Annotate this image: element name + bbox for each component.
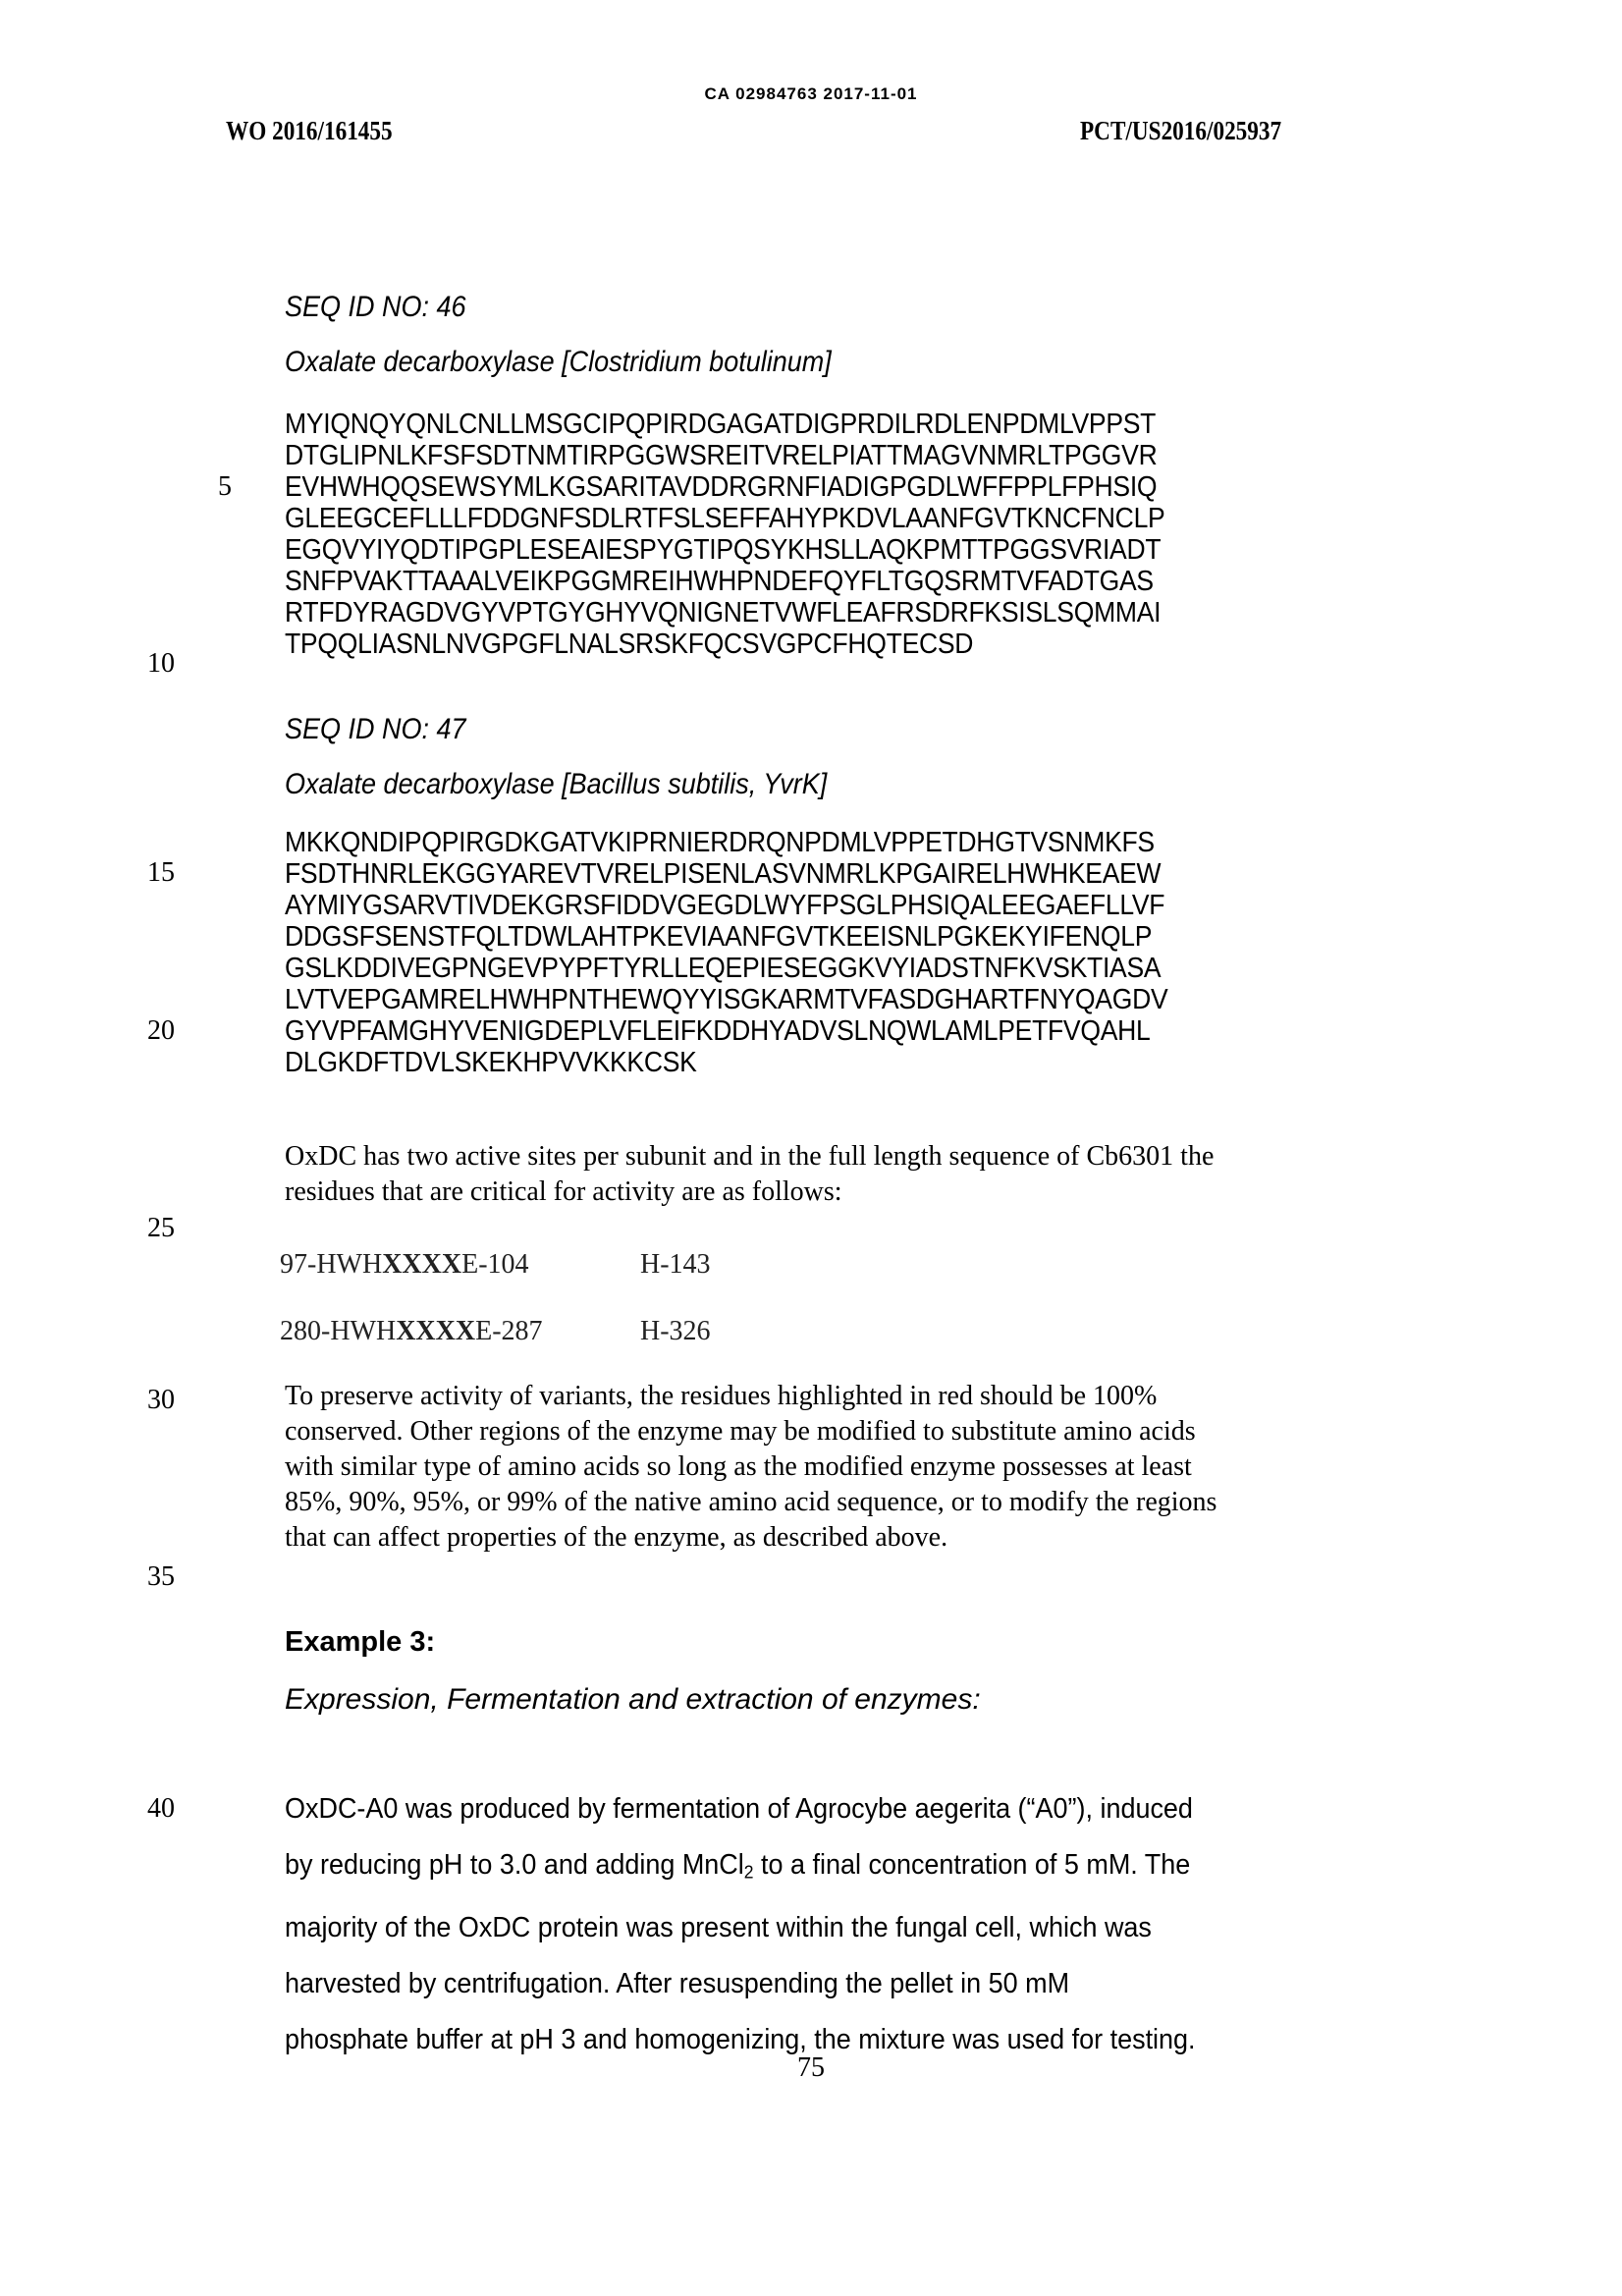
sequence-line: DDGSFSENSTFQLTDWLAHTPKEVIAANFGVTKEEISNLPGKEKYIFENQLP xyxy=(285,921,1153,953)
line-number: 15 xyxy=(147,857,175,888)
active-site-histidine: H-326 xyxy=(640,1316,711,1346)
paragraph-line: majority of the OxDC protein was present within the fungal cell, which was xyxy=(285,1911,1152,1943)
active-site-motif xyxy=(280,1249,529,1281)
sequence-line: MYIQNQYQNLCNLLMSGCIPQPIRDGAGATDIGPRDILRDLENPDMLVPPST xyxy=(285,409,1157,440)
application-number: PCT/US2016/025937 xyxy=(1080,116,1282,145)
sequence-line: AYMIYGSARVTIVDEKGRSFIDDVGEGDLWYFPSGLPHSIQALEEGAEFLLVF xyxy=(285,890,1165,921)
paragraph-line: that can affect properties of the enzyme, as described above. xyxy=(285,1522,948,1553)
seq-name: Oxalate decarboxylase [Bacillus subtilis, YvrK] xyxy=(285,768,828,800)
active-sites-intro xyxy=(285,1139,1214,1210)
sequence-line: MKKQNDIPQPIRGDKGATVKIPRNIERDRQNPDMLVPPETDHGTVSNMKFS xyxy=(285,827,1155,858)
conservation-paragraph xyxy=(285,1379,1216,1556)
sequence-line: GYVPFAMGHYVENIGDEPLVFLEIFKDDHYADVSLNQWLAMLPETFVQAHL xyxy=(285,1015,1151,1047)
sequence-line: GLEEGCEFLLLFDDGNFSDLRTFSLSEFFAHYPKDVLAANFGVTKNCFNCLP xyxy=(285,503,1165,534)
line-number: 10 xyxy=(147,648,175,679)
sequence-line: EGQVYIYQDTIPGPLESEAIESPYGTIPQSYKHSLLAQKPMTTPGGSVRIADT xyxy=(285,534,1162,566)
line-number: 5 xyxy=(218,471,232,502)
seq-id-heading: SEQ ID NO: 47 xyxy=(285,713,466,745)
line-number: 20 xyxy=(147,1015,175,1046)
sequence-line: SNFPVAKTTAAALVEIKPGGMREIHWHPNDEFQYFLTGQSRMTVFADTGAS xyxy=(285,566,1154,597)
seq-name: Oxalate decarboxylase [Clostridium botulinum] xyxy=(285,346,832,378)
paragraph-line: OxDC has two active sites per subunit and in the full length sequence of Cb6301 the xyxy=(285,1141,1215,1172)
line-number: 30 xyxy=(147,1385,175,1415)
page-number: 75 xyxy=(797,2052,825,2083)
sequence-line: DTGLIPNLKFSFSDTNMTIRPGGWSREITVRELPIATTMAGVNMRLTPGGVR xyxy=(285,440,1158,471)
active-site-motif xyxy=(280,1316,543,1347)
paragraph-line: To preserve activity of variants, the residues highlighted in red should be 100% xyxy=(285,1381,1158,1411)
paragraph-line: harvested by centrifugation. After resuspending the pellet in 50 mM xyxy=(285,1967,1070,1999)
paragraph-line xyxy=(285,1837,1196,1900)
paragraph-line: phosphate buffer at pH 3 and homogenizing, the mixture was used for testing. xyxy=(285,2023,1196,2055)
line-number: 25 xyxy=(147,1213,175,1243)
ca-stamp: CA 02984763 2017-11-01 xyxy=(704,84,918,103)
text-run: to a final concentration of 5 mM. The xyxy=(753,1849,1191,1881)
subscript: 2 xyxy=(743,1861,754,1883)
paragraph-line: OxDC-A0 was produced by fermentation of Agrocybe aegerita (“A0”), induced xyxy=(285,1793,1193,1825)
sequence-line: DLGKDFTDVLSKEKHPVVKKKCSK xyxy=(285,1047,697,1078)
sequence-line: TPQQLIASNLNVGPGFLNALSRSKFQCSVGPCFHQTECSD xyxy=(285,629,974,660)
motif-variable: XXXX xyxy=(396,1316,476,1346)
motif-end: E-287 xyxy=(475,1316,543,1346)
sequence-line: GSLKDDIVEGPNGEVPYPFTYRLLEQEPIESEGGKVYIADSTNFKVSKTIASA xyxy=(285,953,1162,984)
line-number: 35 xyxy=(147,1561,175,1592)
motif-start: 280-HWH xyxy=(280,1316,397,1346)
paragraph-line: with similar type of amino acids so long as the modified enzyme possesses at least xyxy=(285,1451,1192,1482)
example-paragraph xyxy=(285,1781,1196,2068)
active-site-histidine: H-143 xyxy=(640,1249,711,1280)
paragraph-line: residues that are critical for activity are as follows: xyxy=(285,1176,842,1207)
sequence-line: LVTVEPGAMRELHWHPNTHEWQYYISGKARMTVFASDGHARTFNYQAGDV xyxy=(285,984,1168,1015)
sequence-line: RTFDYRAGDVGYVPTGYGHYVQNIGNETVWFLEAFRSDRFKSISLSQMMAI xyxy=(285,597,1162,629)
example-heading: Example 3: xyxy=(285,1626,436,1658)
motif-variable: XXXX xyxy=(382,1249,462,1280)
paragraph-line: conserved. Other regions of the enzyme may be modified to substitute amino acids xyxy=(285,1416,1196,1447)
motif-start: 97-HWH xyxy=(280,1249,383,1280)
sequence-block-47 xyxy=(285,827,1167,1078)
sequence-block-46 xyxy=(285,409,1164,660)
seq-id-heading: SEQ ID NO: 46 xyxy=(285,291,466,323)
sequence-line: FSDTHNRLEKGGYAREVTVRELPISENLASVNMRLKPGAIRELHWHKEAEW xyxy=(285,858,1162,890)
publication-number: WO 2016/161455 xyxy=(226,116,393,145)
line-number: 40 xyxy=(147,1793,175,1824)
motif-end: E-104 xyxy=(461,1249,529,1280)
sequence-line: EVHWHQQSEWSYMLKGSARITAVDDRGRNFIADIGPGDLWFFPPLFPHSIQ xyxy=(285,471,1158,503)
text-run: by reducing pH to 3.0 and adding MnCl xyxy=(285,1849,744,1881)
example-subheading: Expression, Fermentation and extraction of enzymes: xyxy=(285,1683,981,1716)
paragraph-line: 85%, 90%, 95%, or 99% of the native amino acid sequence, or to modify the regions xyxy=(285,1487,1217,1517)
